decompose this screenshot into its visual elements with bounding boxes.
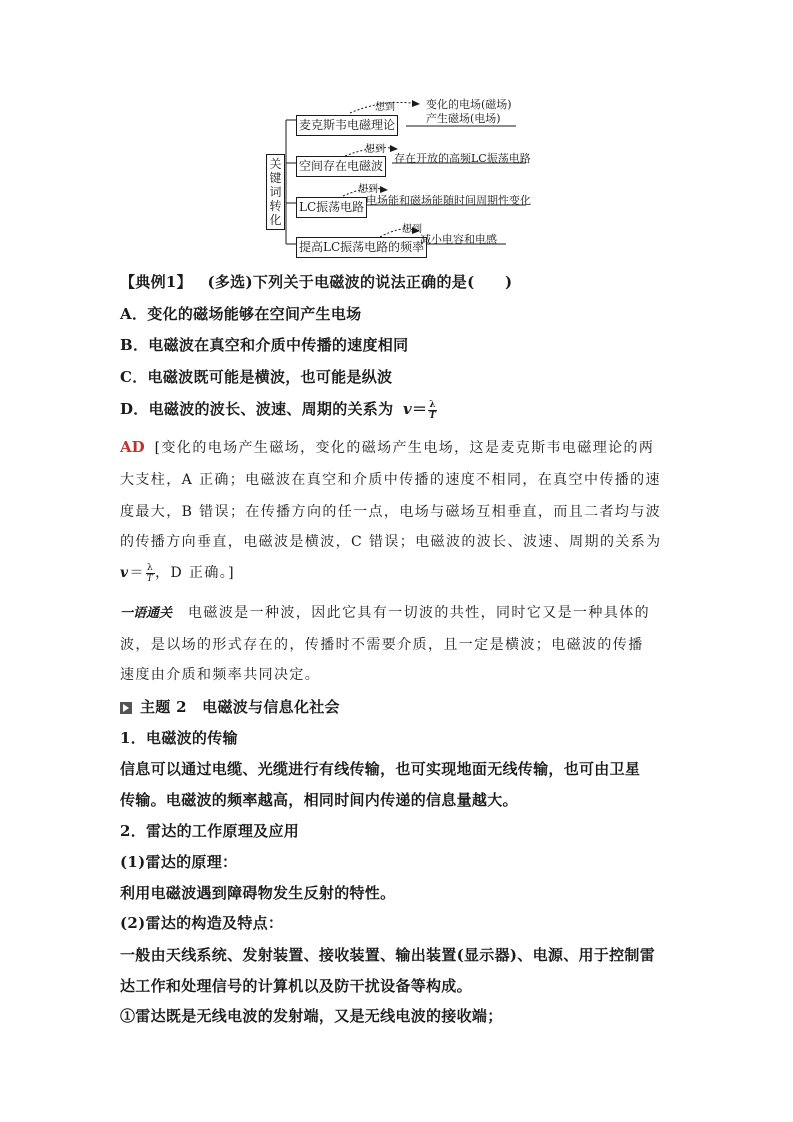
- answer-line-1: [120, 437, 654, 457]
- formula-eq: ＝: [411, 400, 428, 418]
- topic2-heading-text: 主题 2 电磁波与信息化社会: [140, 698, 340, 716]
- diagram-result: 减小电容和电感: [420, 233, 497, 246]
- section2-sub1-text: 利用电磁波遇到障碍物发生反射的特性。: [120, 884, 396, 902]
- diagram-result: 电场能和磁场能随时间周期性变化: [366, 194, 531, 207]
- topic2-heading: [120, 696, 340, 717]
- summary-line-2: 波，是以场的形式存在的，传播时不需要介质，且一定是横波；电磁波的传播: [120, 637, 644, 653]
- diagram-box-lc: LC振荡电路: [296, 197, 367, 218]
- section2-sub2-line-1: 一般由天线系统、发射装置、接收装置、输出装置(显示器)、电源、用于控制雷: [120, 946, 655, 964]
- diagram-box-space-wave: 空间存在电磁波: [296, 156, 386, 177]
- answer-line-4: 的传播方向垂直，电磁波是横波，C 错误；电磁波的波长、波速、周期的关系为: [120, 534, 662, 550]
- section2-sub2: (2)雷达的构造及特点：: [120, 914, 284, 932]
- formula-num: λ: [429, 399, 436, 410]
- option-b: B．电磁波在真空和介质中传播的速度相同: [120, 336, 409, 354]
- example-tag: 【典例1】: [120, 273, 192, 291]
- answer-line-5: [120, 562, 235, 584]
- section2-sub2-line-2: 达工作和处理信号的计算机以及防干扰设备等构成。: [120, 977, 472, 995]
- section2-sub1: (1)雷达的原理：: [120, 853, 238, 871]
- formula-v: v: [120, 565, 130, 581]
- formula-eq: ＝: [129, 565, 145, 581]
- formula-fraction: [428, 400, 437, 421]
- vlabel-char: 关: [269, 157, 282, 171]
- summary-text: 电磁波是一种波，因此它具有一切波的共性，同时它又是一种具体的: [188, 605, 651, 621]
- answer-line-2: 大支柱，A 正确；电磁波在真空和介质中传播的速度不相同，在真空中传播的速: [120, 472, 661, 488]
- summary-tag: 一语通关: [120, 606, 173, 621]
- diagram-arrow-label: 想到: [365, 144, 385, 155]
- formula-den: T: [146, 573, 155, 584]
- formula-v: v: [402, 400, 412, 418]
- answer-text: [变化的电场产生磁场，变化的磁场产生电场，这是麦克斯韦电磁理论的两: [154, 440, 655, 456]
- diagram-result: 存在开放的高频LC振荡电路: [394, 152, 531, 165]
- option-d-text: D．电磁波的波长、波速、周期的关系为: [120, 400, 394, 418]
- play-icon: [120, 702, 132, 714]
- section2-title: 2．雷达的工作原理及应用: [120, 822, 300, 840]
- vlabel-char: 转: [269, 199, 282, 213]
- formula-num: λ: [146, 562, 155, 573]
- formula-den: T: [429, 410, 437, 421]
- answer-line-3: 度最大，B 错误；在传播方向的任一点，电场与磁场互相垂直，而且二者均与波: [120, 504, 662, 520]
- vlabel-char: 化: [269, 213, 282, 227]
- formula-fraction: [146, 563, 155, 584]
- diagram-arrow-label: 想到: [375, 102, 395, 113]
- section1-line-2: 传输。电磁波的频率越高，相同时间内传递的信息量越大。: [120, 791, 518, 809]
- section2-item-1: ①雷达既是无线电波的发射端，又是无线电波的接收端；: [120, 1007, 503, 1025]
- option-d: [120, 398, 437, 421]
- example-question-text: (多选)下列关于电磁波的说法正确的是( ): [207, 273, 513, 291]
- vlabel-char: 键: [269, 171, 282, 185]
- section1-title: 1．电磁波的传输: [120, 729, 238, 747]
- summary-line-1: [120, 602, 650, 622]
- diagram-arrow-label: 想到: [358, 184, 378, 195]
- diagram-result: 产生磁场(电场): [426, 112, 501, 125]
- answer-key: AD: [120, 438, 145, 456]
- diagram-result: 变化的电场(磁场): [426, 98, 512, 111]
- answer-text: ，D 正确。]: [155, 565, 235, 581]
- diagram-box-maxwell: 麦克斯韦电磁理论: [296, 115, 398, 136]
- diagram-vertical-label: [266, 154, 285, 230]
- diagram-box-frequency: 提高LC振荡电路的频率: [296, 237, 427, 258]
- example-question: [120, 271, 512, 292]
- option-c: C．电磁波既可能是横波，也可能是纵波: [120, 368, 393, 386]
- section1-line-1: 信息可以通过电缆、光缆进行有线传输，也可实现地面无线传输，也可由卫星: [120, 760, 641, 778]
- vlabel-char: 词: [269, 185, 282, 199]
- summary-line-3: 速度由介质和频率共同决定。: [120, 667, 321, 683]
- diagram-arrow-label: 想到: [402, 224, 422, 235]
- option-a: A．变化的磁场能够在空间产生电场: [120, 305, 362, 323]
